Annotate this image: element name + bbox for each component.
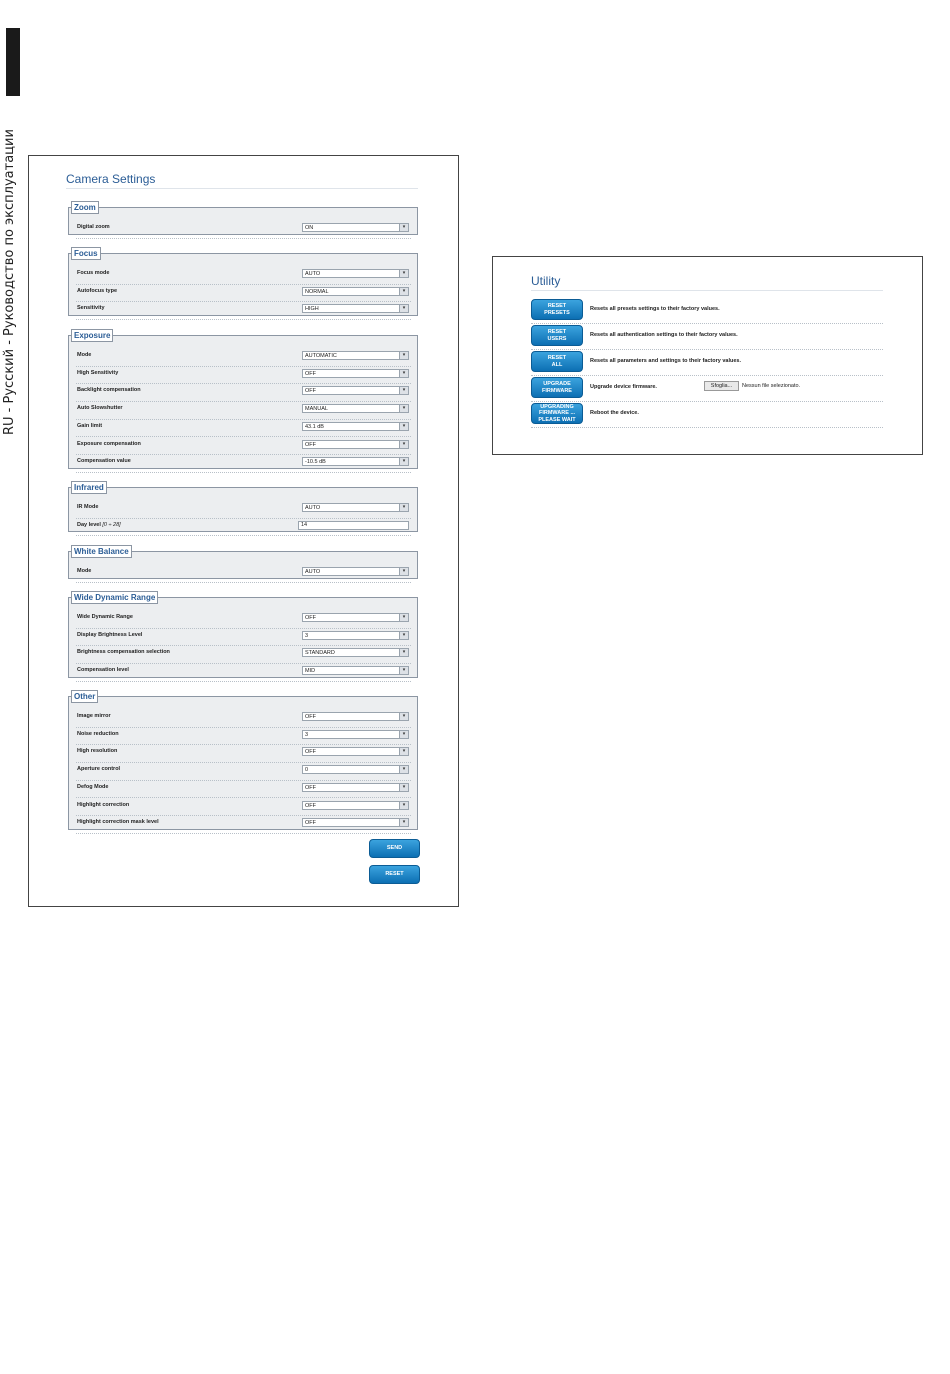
setting-label [77, 766, 120, 772]
autofocus-type-select[interactable] [302, 287, 409, 296]
button-label-line: UPGRADING [540, 403, 574, 410]
mode-select[interactable] [302, 567, 409, 576]
setting-label [77, 504, 98, 510]
chevron-down-icon[interactable]: ▾ [399, 387, 408, 394]
utility-row-upgrading-firmware-please-wait [531, 401, 883, 428]
browse-file-button[interactable]: Sfoglia... [704, 381, 739, 391]
chevron-down-icon[interactable]: ▾ [399, 458, 408, 465]
select-value: OFF [305, 749, 316, 756]
reset-all-button[interactable] [531, 351, 583, 372]
setting-label-text: Wide Dynamic Range [77, 614, 133, 620]
highlight-correction-mask-level-select[interactable] [302, 818, 409, 827]
chevron-down-icon[interactable]: ▾ [399, 802, 408, 809]
compensation-value-select[interactable] [302, 457, 409, 466]
select-value: 0 [305, 767, 309, 774]
gain-limit-select[interactable] [302, 422, 409, 431]
group-title: Focus [71, 247, 101, 260]
setting-row-compensation-value [76, 454, 411, 473]
highlight-correction-select[interactable] [302, 801, 409, 810]
chevron-down-icon[interactable]: ▾ [399, 649, 408, 656]
setting-label-text: High Sensitivity [77, 369, 119, 376]
setting-label-text: Mode [77, 352, 92, 358]
setting-label-text: Image mirror [77, 713, 111, 719]
setting-row-sensitivity [76, 301, 411, 320]
utility-row-upgrade-firmware [531, 375, 883, 402]
button-label-line: USERS [547, 335, 567, 342]
setting-label [77, 568, 91, 574]
select-value: STANDARD [305, 650, 335, 657]
chevron-down-icon[interactable]: ▾ [399, 614, 408, 621]
button-label-line: ALL [551, 361, 563, 368]
brightness-compensation-selection-select[interactable] [302, 648, 409, 657]
side-label: RU - Русский - Руководство по эксплуатации [2, 129, 17, 435]
setting-label [77, 819, 159, 825]
setting-row-highlight-correction [76, 798, 411, 817]
group-wide-dynamic-range [68, 591, 418, 678]
chevron-down-icon[interactable]: ▾ [399, 224, 408, 231]
setting-label [77, 288, 117, 294]
mode-select[interactable] [302, 351, 409, 360]
setting-label-text: Display Brightness Level [77, 631, 143, 638]
setting-label [77, 441, 141, 447]
setting-row-mode [76, 348, 411, 367]
setting-label [77, 731, 119, 737]
setting-range-hint: [0 ÷ 28] [102, 521, 121, 528]
button-label-line: RESET [547, 355, 567, 361]
group-focus [68, 247, 418, 316]
setting-label [77, 649, 170, 655]
group-infrared [68, 481, 418, 532]
section-tab-marker [6, 28, 20, 96]
chevron-down-icon[interactable]: ▾ [399, 632, 408, 639]
setting-label-text: Exposure compensation [77, 440, 141, 447]
group-exposure [68, 329, 418, 469]
setting-label-text: Gain limit [77, 422, 103, 429]
chevron-down-icon[interactable]: ▾ [399, 713, 408, 720]
select-value: OFF [305, 388, 316, 395]
setting-row-auto-slowshutter [76, 401, 411, 420]
setting-label [77, 522, 121, 528]
noise-reduction-select[interactable] [302, 730, 409, 739]
setting-label [77, 224, 110, 230]
setting-label [77, 370, 118, 376]
group-title: White Balance [71, 545, 132, 558]
selected-file-status: Nessun file selezionato. [742, 383, 801, 389]
image-mirror-select[interactable] [302, 712, 409, 721]
setting-label-text: Defog Mode [77, 783, 109, 790]
select-value: AUTOMATIC [305, 353, 337, 359]
select-value: -10.5 dB [305, 459, 326, 466]
setting-row-wide-dynamic-range [76, 610, 411, 629]
utility-description: Resets all authentication settings to their factory values. [590, 332, 738, 338]
backlight-compensation-select[interactable] [302, 386, 409, 395]
utility-panel [492, 256, 923, 455]
setting-label-text: Sensitivity [77, 305, 105, 312]
utility-row-reset-all [531, 349, 883, 376]
setting-label-text: Highlight correction [77, 801, 130, 808]
chevron-down-icon[interactable]: ▾ [399, 288, 408, 295]
select-value: MANUAL [305, 406, 328, 413]
chevron-down-icon[interactable]: ▾ [399, 270, 408, 277]
setting-row-noise-reduction [76, 727, 411, 746]
group-title: Other [71, 690, 98, 703]
setting-label-text: Focus mode [77, 270, 110, 276]
setting-row-compensation-level [76, 663, 411, 682]
setting-label-text: Highlight correction mask level [77, 819, 159, 826]
setting-label-text: Compensation level [77, 667, 129, 674]
setting-label-text: Day level [77, 521, 101, 528]
chevron-down-icon[interactable]: ▾ [399, 766, 408, 773]
setting-label [77, 352, 91, 358]
select-value: MID [305, 668, 316, 675]
chevron-down-icon[interactable]: ▾ [399, 731, 408, 738]
setting-label-text: Auto Slowshutter [77, 405, 123, 412]
setting-label-text: Autofocus type [77, 287, 118, 294]
select-value: OFF [305, 784, 316, 791]
select-value: OFF [305, 441, 316, 448]
setting-label [77, 667, 129, 673]
reset-users-button[interactable] [531, 325, 583, 346]
group-other [68, 690, 418, 830]
exposure-compensation-select[interactable] [302, 440, 409, 449]
button-label-line: RESET [547, 329, 567, 335]
chevron-down-icon[interactable]: ▾ [399, 441, 408, 448]
chevron-down-icon[interactable]: ▾ [399, 305, 408, 312]
setting-label [77, 387, 141, 393]
chevron-down-icon[interactable]: ▾ [399, 819, 408, 826]
setting-label [77, 614, 133, 620]
select-value: NORMAL [305, 288, 329, 295]
setting-label [77, 748, 117, 754]
high-sensitivity-select[interactable] [302, 369, 409, 378]
group-title: Zoom [71, 201, 99, 214]
select-value: HIGH [305, 306, 319, 313]
upgrade-firmware-button[interactable] [531, 377, 583, 398]
utility-row-reset-presets [531, 297, 883, 324]
group-zoom [68, 201, 418, 235]
setting-label [77, 713, 111, 719]
setting-label [77, 405, 123, 411]
title-divider [531, 290, 883, 291]
setting-row-digital-zoom [76, 220, 411, 239]
select-value: ON [305, 225, 314, 231]
utility-description: Resets all parameters and settings to their factory values. [590, 358, 742, 364]
setting-row-highlight-correction-mask-level [76, 815, 411, 834]
setting-row-brightness-compensation-selection [76, 645, 411, 664]
select-value: OFF [305, 615, 316, 621]
setting-label [77, 305, 105, 311]
display-brightness-level-select[interactable] [302, 631, 409, 640]
group-title: Exposure [71, 329, 113, 342]
day-level-input[interactable]: 14 [298, 521, 409, 530]
setting-row-display-brightness-level [76, 628, 411, 647]
setting-row-high-resolution [76, 744, 411, 763]
setting-label [77, 784, 108, 790]
reset-presets-button[interactable] [531, 299, 583, 320]
setting-row-exposure-compensation [76, 437, 411, 456]
select-value: 43.1 dB [305, 423, 324, 430]
send-button[interactable]: SEND [369, 839, 420, 858]
button-label-line: PLEASE WAIT [538, 416, 576, 423]
setting-row-defog-mode [76, 780, 411, 799]
setting-row-backlight-compensation [76, 383, 411, 402]
setting-label-text: Mode [77, 568, 92, 574]
chevron-down-icon[interactable]: ▾ [399, 568, 408, 575]
select-value: AUTO [305, 569, 321, 575]
setting-row-gain-limit [76, 419, 411, 438]
setting-label [77, 458, 131, 464]
setting-label [77, 270, 109, 276]
setting-label-text: Noise reduction [77, 730, 119, 737]
defog-mode-select[interactable] [302, 783, 409, 792]
setting-label-text: Backlight compensation [77, 387, 141, 394]
setting-row-autofocus-type [76, 284, 411, 303]
select-value: OFF [305, 370, 316, 377]
select-value: AUTO [305, 271, 321, 277]
chevron-down-icon[interactable]: ▾ [399, 667, 408, 674]
utility-description: Resets all presets settings to their factory values. [590, 306, 720, 312]
group-title: Wide Dynamic Range [71, 591, 158, 604]
setting-row-day-level [76, 518, 411, 537]
select-value: 3 [305, 632, 309, 639]
chevron-down-icon[interactable]: ▾ [399, 784, 408, 791]
chevron-down-icon[interactable]: ▾ [399, 423, 408, 430]
setting-label-text: High resolution [77, 748, 118, 755]
high-resolution-select[interactable] [302, 747, 409, 756]
setting-row-high-sensitivity [76, 366, 411, 385]
select-value: 3 [305, 731, 309, 738]
wide-dynamic-range-select[interactable] [302, 613, 409, 622]
aperture-control-select[interactable] [302, 765, 409, 774]
group-white-balance [68, 545, 418, 579]
select-value: OFF [305, 714, 316, 720]
button-label-line: UPGRADE [543, 381, 571, 387]
camera-settings-panel [28, 155, 459, 907]
select-value: AUTO [305, 505, 321, 511]
chevron-down-icon[interactable]: ▾ [399, 370, 408, 377]
setting-row-image-mirror [76, 709, 411, 728]
setting-label-text: Digital zoom [77, 224, 110, 230]
setting-label-text: IR Mode [77, 504, 99, 510]
button-label-line: RESET [547, 303, 567, 309]
button-label-line: FIRMWARE [542, 387, 572, 394]
button-label-line: PRESETS [544, 309, 570, 316]
utility-description: Upgrade device firmware. [590, 384, 657, 390]
upgrading-firmware-button[interactable] [531, 403, 583, 424]
utility-row-reset-users [531, 323, 883, 350]
chevron-down-icon[interactable]: ▾ [399, 405, 408, 412]
reset-button[interactable]: RESET [369, 865, 420, 884]
setting-label [77, 632, 142, 638]
group-title: Infrared [71, 481, 107, 494]
chevron-down-icon[interactable]: ▾ [399, 352, 408, 359]
setting-row-aperture-control [76, 762, 411, 781]
setting-row-mode [76, 564, 411, 583]
title-divider [66, 188, 418, 189]
chevron-down-icon[interactable]: ▾ [399, 748, 408, 755]
setting-label-text: Brightness compensation selection [77, 649, 170, 656]
button-label-line: FIRMWARE ... [538, 410, 576, 417]
utility-description: Reboot the device. [590, 410, 639, 416]
setting-label [77, 802, 129, 808]
setting-label-text: Compensation value [77, 458, 131, 465]
digital-zoom-select[interactable] [302, 223, 409, 232]
select-value: OFF [305, 820, 316, 827]
auto-slowshutter-select[interactable] [302, 404, 409, 413]
compensation-level-select[interactable] [302, 666, 409, 675]
setting-row-focus-mode [76, 266, 411, 285]
utility-title: Utility [531, 274, 561, 288]
select-value: OFF [305, 802, 316, 809]
ir-mode-select[interactable] [302, 503, 409, 512]
camera-settings-title: Camera Settings [66, 172, 156, 186]
sensitivity-select[interactable] [302, 304, 409, 313]
setting-row-ir-mode [76, 500, 411, 519]
focus-mode-select[interactable] [302, 269, 409, 278]
chevron-down-icon[interactable]: ▾ [399, 504, 408, 511]
setting-label [77, 423, 102, 429]
setting-label-text: Aperture control [77, 766, 121, 773]
